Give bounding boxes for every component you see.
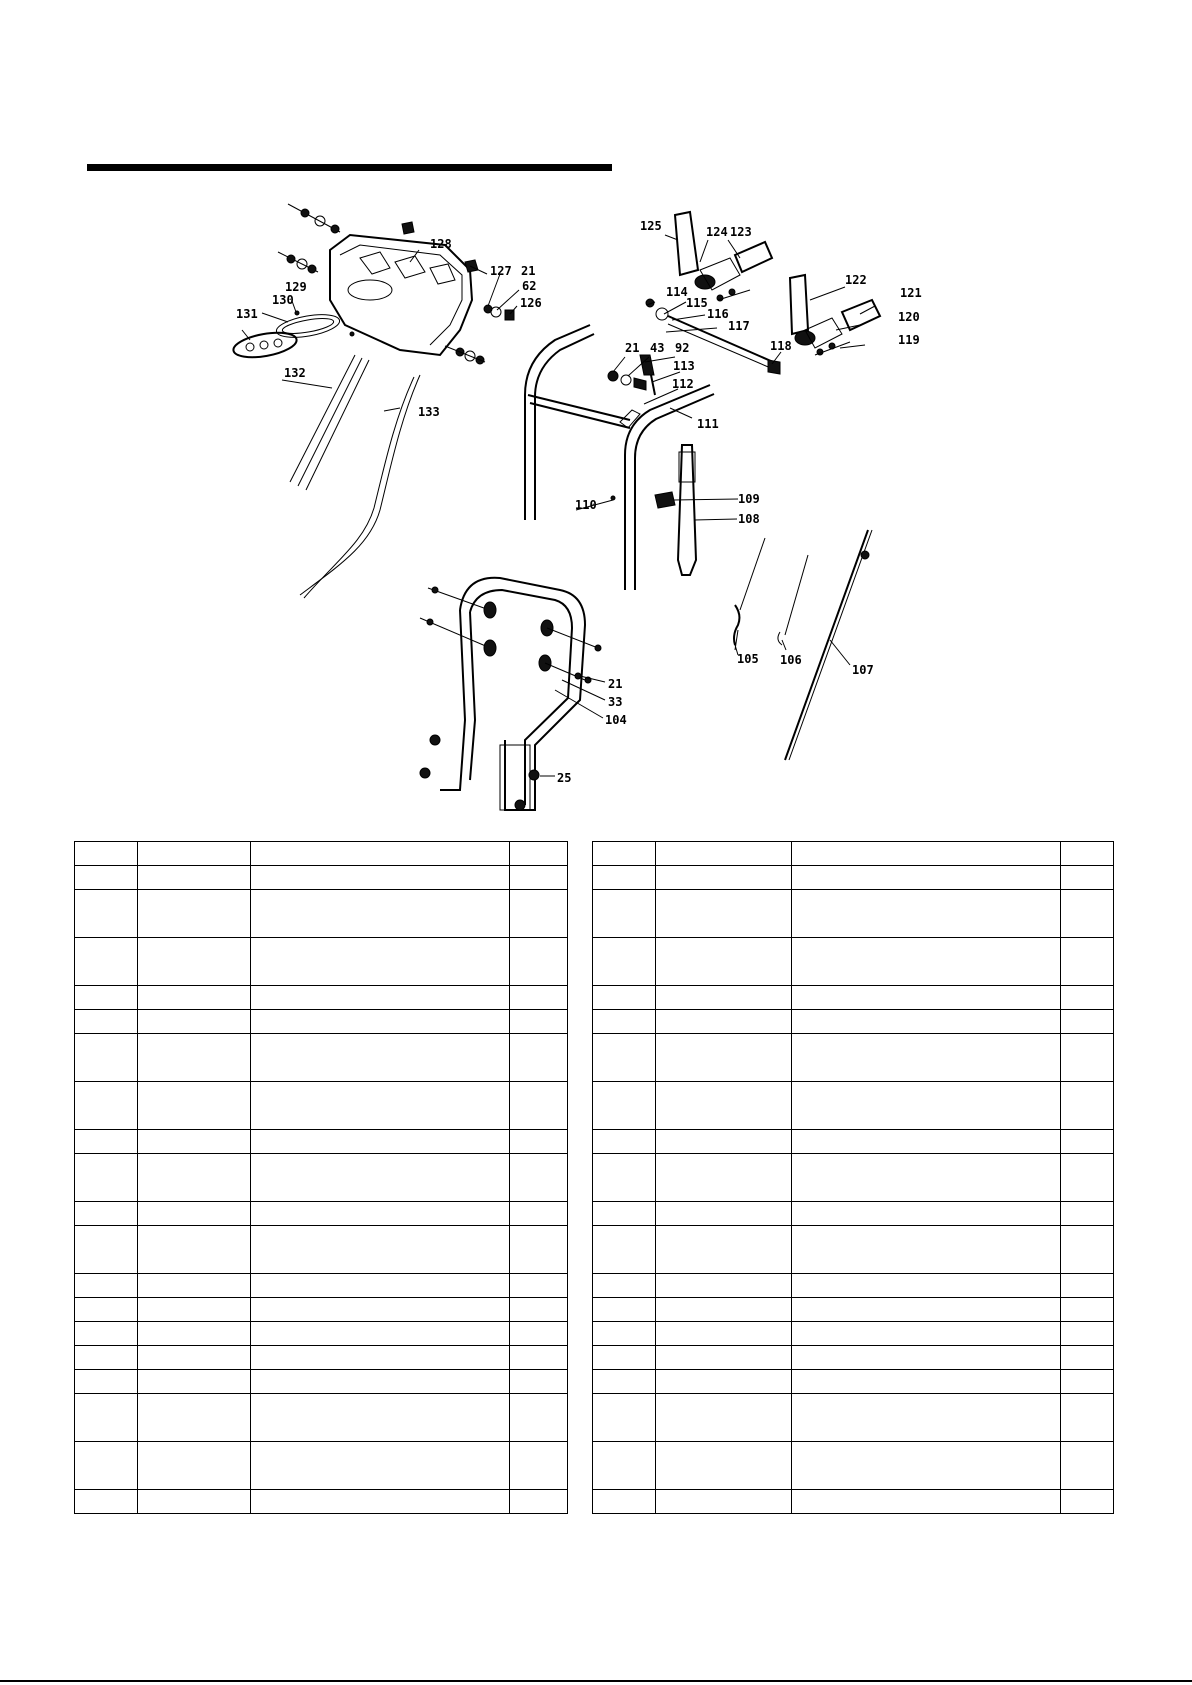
table-cell <box>510 1442 568 1490</box>
table-cell <box>593 1442 656 1490</box>
table-cell <box>655 1130 791 1154</box>
table-cell <box>75 1034 138 1082</box>
table-row <box>75 1034 568 1082</box>
table-cell <box>593 1346 656 1370</box>
table-cell <box>510 938 568 986</box>
table-cell <box>510 1394 568 1442</box>
table-cell <box>75 866 138 890</box>
table-cell <box>75 938 138 986</box>
callout-124: 124 <box>706 225 728 239</box>
callout-107: 107 <box>852 663 874 677</box>
table-cell <box>250 1346 509 1370</box>
table-cell <box>655 986 791 1010</box>
table-cell <box>137 1298 250 1322</box>
table-cell <box>137 1034 250 1082</box>
table-cell <box>137 1442 250 1490</box>
table-row <box>75 1226 568 1274</box>
table-row <box>593 1346 1114 1370</box>
table-cell <box>593 842 656 866</box>
table-cell <box>75 1082 138 1130</box>
table-row <box>75 1490 568 1514</box>
table-cell <box>655 1490 791 1514</box>
table-row <box>593 1130 1114 1154</box>
table-row <box>593 842 1114 866</box>
table-cell <box>250 1490 509 1514</box>
table-cell <box>593 1082 656 1130</box>
table-cell <box>655 1346 791 1370</box>
table-cell <box>593 986 656 1010</box>
callout-21-mid: 21 <box>625 341 640 355</box>
table-cell <box>791 1082 1060 1130</box>
callout-43: 43 <box>650 341 665 355</box>
table-cell <box>655 1034 791 1082</box>
callout-62: 62 <box>522 279 537 293</box>
table-cell <box>1061 1202 1114 1226</box>
callout-120: 120 <box>898 310 920 324</box>
callout-92: 92 <box>675 341 690 355</box>
table-cell <box>75 842 138 866</box>
table-cell <box>75 1322 138 1346</box>
table-row <box>75 938 568 986</box>
table-cell <box>1061 1226 1114 1274</box>
table-cell <box>250 1202 509 1226</box>
table-row <box>593 986 1114 1010</box>
callout-116: 116 <box>707 307 729 321</box>
table-cell <box>791 1370 1060 1394</box>
table-cell <box>1061 1490 1114 1514</box>
callout-126: 126 <box>520 296 542 310</box>
table-cell <box>791 1346 1060 1370</box>
table-cell <box>1061 1298 1114 1322</box>
table-cell <box>510 842 568 866</box>
table-cell <box>137 1226 250 1274</box>
table-cell <box>791 1274 1060 1298</box>
table-cell <box>791 986 1060 1010</box>
parts-table-left <box>74 841 568 1514</box>
parts-table-right <box>592 841 1114 1514</box>
table-row <box>75 866 568 890</box>
table-cell <box>510 1346 568 1370</box>
table-row <box>593 890 1114 938</box>
table-cell <box>137 1370 250 1394</box>
table-row <box>75 1394 568 1442</box>
table-row <box>593 1298 1114 1322</box>
table-cell <box>1061 1346 1114 1370</box>
callout-25: 25 <box>557 771 572 785</box>
table-cell <box>593 890 656 938</box>
table-cell <box>655 1394 791 1442</box>
leader-lines <box>242 235 875 776</box>
table-cell <box>250 1226 509 1274</box>
table-cell <box>655 1154 791 1202</box>
table-cell <box>137 866 250 890</box>
table-cell <box>250 1034 509 1082</box>
table-cell <box>137 1202 250 1226</box>
table-cell <box>75 1490 138 1514</box>
table-cell <box>593 1490 656 1514</box>
table-row <box>75 890 568 938</box>
table-cell <box>137 1322 250 1346</box>
table-row <box>593 1226 1114 1274</box>
callout-119: 119 <box>898 333 920 347</box>
callout-112: 112 <box>672 377 694 391</box>
table-cell <box>791 1298 1060 1322</box>
table-cell <box>75 1370 138 1394</box>
callout-21-low: 21 <box>608 677 623 691</box>
table-cell <box>250 938 509 986</box>
callout-123: 123 <box>730 225 752 239</box>
table-cell <box>137 938 250 986</box>
table-cell <box>137 1082 250 1130</box>
table-cell <box>75 1130 138 1154</box>
callout-106: 106 <box>780 653 802 667</box>
table-cell <box>655 842 791 866</box>
table-cell <box>791 866 1060 890</box>
table-cell <box>593 1226 656 1274</box>
table-cell <box>655 1082 791 1130</box>
table-cell <box>593 1034 656 1082</box>
callout-114: 114 <box>666 285 688 299</box>
table-row <box>75 986 568 1010</box>
table-row <box>593 1202 1114 1226</box>
table-cell <box>510 1274 568 1298</box>
callout-108: 108 <box>738 512 760 526</box>
table-cell <box>75 1226 138 1274</box>
table-cell <box>250 1394 509 1442</box>
table-row <box>593 866 1114 890</box>
table-cell <box>137 986 250 1010</box>
table-cell <box>75 890 138 938</box>
table-cell <box>510 1082 568 1130</box>
table-row <box>75 1322 568 1346</box>
linkage-rods <box>734 530 872 760</box>
table-row <box>593 1322 1114 1346</box>
table-cell <box>593 1394 656 1442</box>
table-cell <box>1061 1442 1114 1490</box>
table-cell <box>593 1154 656 1202</box>
table-cell <box>510 1298 568 1322</box>
table-cell <box>137 1346 250 1370</box>
table-cell <box>510 1370 568 1394</box>
table-cell <box>1061 842 1114 866</box>
table-cell <box>75 1274 138 1298</box>
table-row <box>75 1274 568 1298</box>
table-cell <box>250 1274 509 1298</box>
exploded-parts-diagram <box>0 0 1192 840</box>
table-cell <box>75 1442 138 1490</box>
callout-132: 132 <box>284 366 306 380</box>
table-cell <box>791 938 1060 986</box>
callout-125: 125 <box>640 219 662 233</box>
table-row <box>593 1274 1114 1298</box>
table-cell <box>137 1274 250 1298</box>
table-cell <box>75 1298 138 1322</box>
table-row <box>593 1394 1114 1442</box>
table-cell <box>137 1394 250 1442</box>
callout-118: 118 <box>770 339 792 353</box>
callout-105: 105 <box>737 652 759 666</box>
table-cell <box>250 1370 509 1394</box>
callout-21-top: 21 <box>521 264 536 278</box>
callout-131: 131 <box>236 307 258 321</box>
table-cell <box>1061 1034 1114 1082</box>
table-cell <box>75 1394 138 1442</box>
table-cell <box>1061 1010 1114 1034</box>
table-cell <box>250 890 509 938</box>
right-grip <box>790 275 880 355</box>
callout-122: 122 <box>845 273 867 287</box>
callout-104: 104 <box>605 713 627 727</box>
table-row <box>75 1154 568 1202</box>
table-cell <box>1061 1370 1114 1394</box>
callout-129: 129 <box>285 280 307 294</box>
table-cell <box>791 1442 1060 1490</box>
table-cell <box>1061 1154 1114 1202</box>
table-row <box>75 1202 568 1226</box>
table-cell <box>250 1154 509 1202</box>
table-cell <box>1061 986 1114 1010</box>
table-cell <box>1061 1130 1114 1154</box>
table-cell <box>250 1010 509 1034</box>
table-cell <box>655 1298 791 1322</box>
table-cell <box>510 986 568 1010</box>
table-row <box>75 1346 568 1370</box>
table-cell <box>655 1274 791 1298</box>
callout-127: 127 <box>490 264 512 278</box>
table-cell <box>1061 1082 1114 1130</box>
table-cell <box>137 1154 250 1202</box>
table-cell <box>137 1130 250 1154</box>
table-cell <box>1061 890 1114 938</box>
table-cell <box>1061 1274 1114 1298</box>
table-cell <box>655 1322 791 1346</box>
table-cell <box>510 1322 568 1346</box>
table-cell <box>655 1010 791 1034</box>
callout-115: 115 <box>686 296 708 310</box>
control-panel-cover <box>278 204 514 364</box>
table-cell <box>655 890 791 938</box>
callout-117: 117 <box>728 319 750 333</box>
table-cell <box>791 842 1060 866</box>
table-cell <box>510 1034 568 1082</box>
table-cell <box>75 1202 138 1226</box>
callout-121: 121 <box>900 286 922 300</box>
table-cell <box>791 1394 1060 1442</box>
table-row <box>593 1154 1114 1202</box>
callout-130: 130 <box>272 293 294 307</box>
table-row <box>75 1082 568 1130</box>
table-row <box>75 1130 568 1154</box>
table-cell <box>75 1010 138 1034</box>
table-row <box>75 842 568 866</box>
table-cell <box>655 938 791 986</box>
page-footer-rule <box>0 1680 1192 1682</box>
table-cell <box>510 890 568 938</box>
table-cell <box>510 1154 568 1202</box>
table-cell <box>655 1202 791 1226</box>
table-cell <box>250 1322 509 1346</box>
table-cell <box>791 1226 1060 1274</box>
table-cell <box>250 986 509 1010</box>
cable-133 <box>300 375 420 598</box>
table-cell <box>593 1298 656 1322</box>
callout-110: 110 <box>575 498 597 512</box>
table-cell <box>250 1130 509 1154</box>
table-cell <box>593 1130 656 1154</box>
table-cell <box>137 1490 250 1514</box>
table-cell <box>1061 938 1114 986</box>
callout-33: 33 <box>608 695 623 709</box>
table-cell <box>791 1490 1060 1514</box>
table-cell <box>1061 866 1114 890</box>
table-cell <box>655 1226 791 1274</box>
table-cell <box>655 866 791 890</box>
table-cell <box>593 866 656 890</box>
table-cell <box>791 1010 1060 1034</box>
table-cell <box>75 1346 138 1370</box>
table-cell <box>655 1442 791 1490</box>
table-cell <box>137 890 250 938</box>
table-row <box>593 1370 1114 1394</box>
table-cell <box>593 1010 656 1034</box>
table-row <box>593 1034 1114 1082</box>
table-cell <box>593 1274 656 1298</box>
table-row <box>593 1082 1114 1130</box>
table-cell <box>510 1226 568 1274</box>
table-row <box>593 1442 1114 1490</box>
callout-109: 109 <box>738 492 760 506</box>
callout-133: 133 <box>418 405 440 419</box>
table-row <box>593 1010 1114 1034</box>
table-cell <box>250 842 509 866</box>
table-row <box>75 1010 568 1034</box>
table-row <box>593 938 1114 986</box>
lower-handle <box>420 578 601 810</box>
table-cell <box>75 1154 138 1202</box>
lower-shift-lever <box>611 445 696 575</box>
table-cell <box>510 1490 568 1514</box>
table-cell <box>655 1370 791 1394</box>
table-cell <box>75 986 138 1010</box>
table-cell <box>1061 1394 1114 1442</box>
table-cell <box>791 1130 1060 1154</box>
table-cell <box>510 1202 568 1226</box>
table-row <box>593 1490 1114 1514</box>
table-cell <box>791 890 1060 938</box>
table-cell <box>137 842 250 866</box>
table-cell <box>250 1442 509 1490</box>
table-row <box>75 1442 568 1490</box>
table-cell <box>137 1010 250 1034</box>
table-cell <box>593 1370 656 1394</box>
table-cell <box>510 1010 568 1034</box>
table-cell <box>593 938 656 986</box>
table-cell <box>510 1130 568 1154</box>
table-cell <box>250 866 509 890</box>
table-cell <box>250 1082 509 1130</box>
table-cell <box>1061 1322 1114 1346</box>
table-cell <box>791 1202 1060 1226</box>
table-cell <box>510 866 568 890</box>
table-cell <box>791 1322 1060 1346</box>
table-cell <box>593 1202 656 1226</box>
table-cell <box>250 1298 509 1322</box>
table-cell <box>791 1034 1060 1082</box>
table-cell <box>791 1154 1060 1202</box>
callout-113: 113 <box>673 359 695 373</box>
callout-128: 128 <box>430 237 452 251</box>
table-row <box>75 1370 568 1394</box>
callout-111: 111 <box>697 417 719 431</box>
table-cell <box>593 1322 656 1346</box>
table-row <box>75 1298 568 1322</box>
